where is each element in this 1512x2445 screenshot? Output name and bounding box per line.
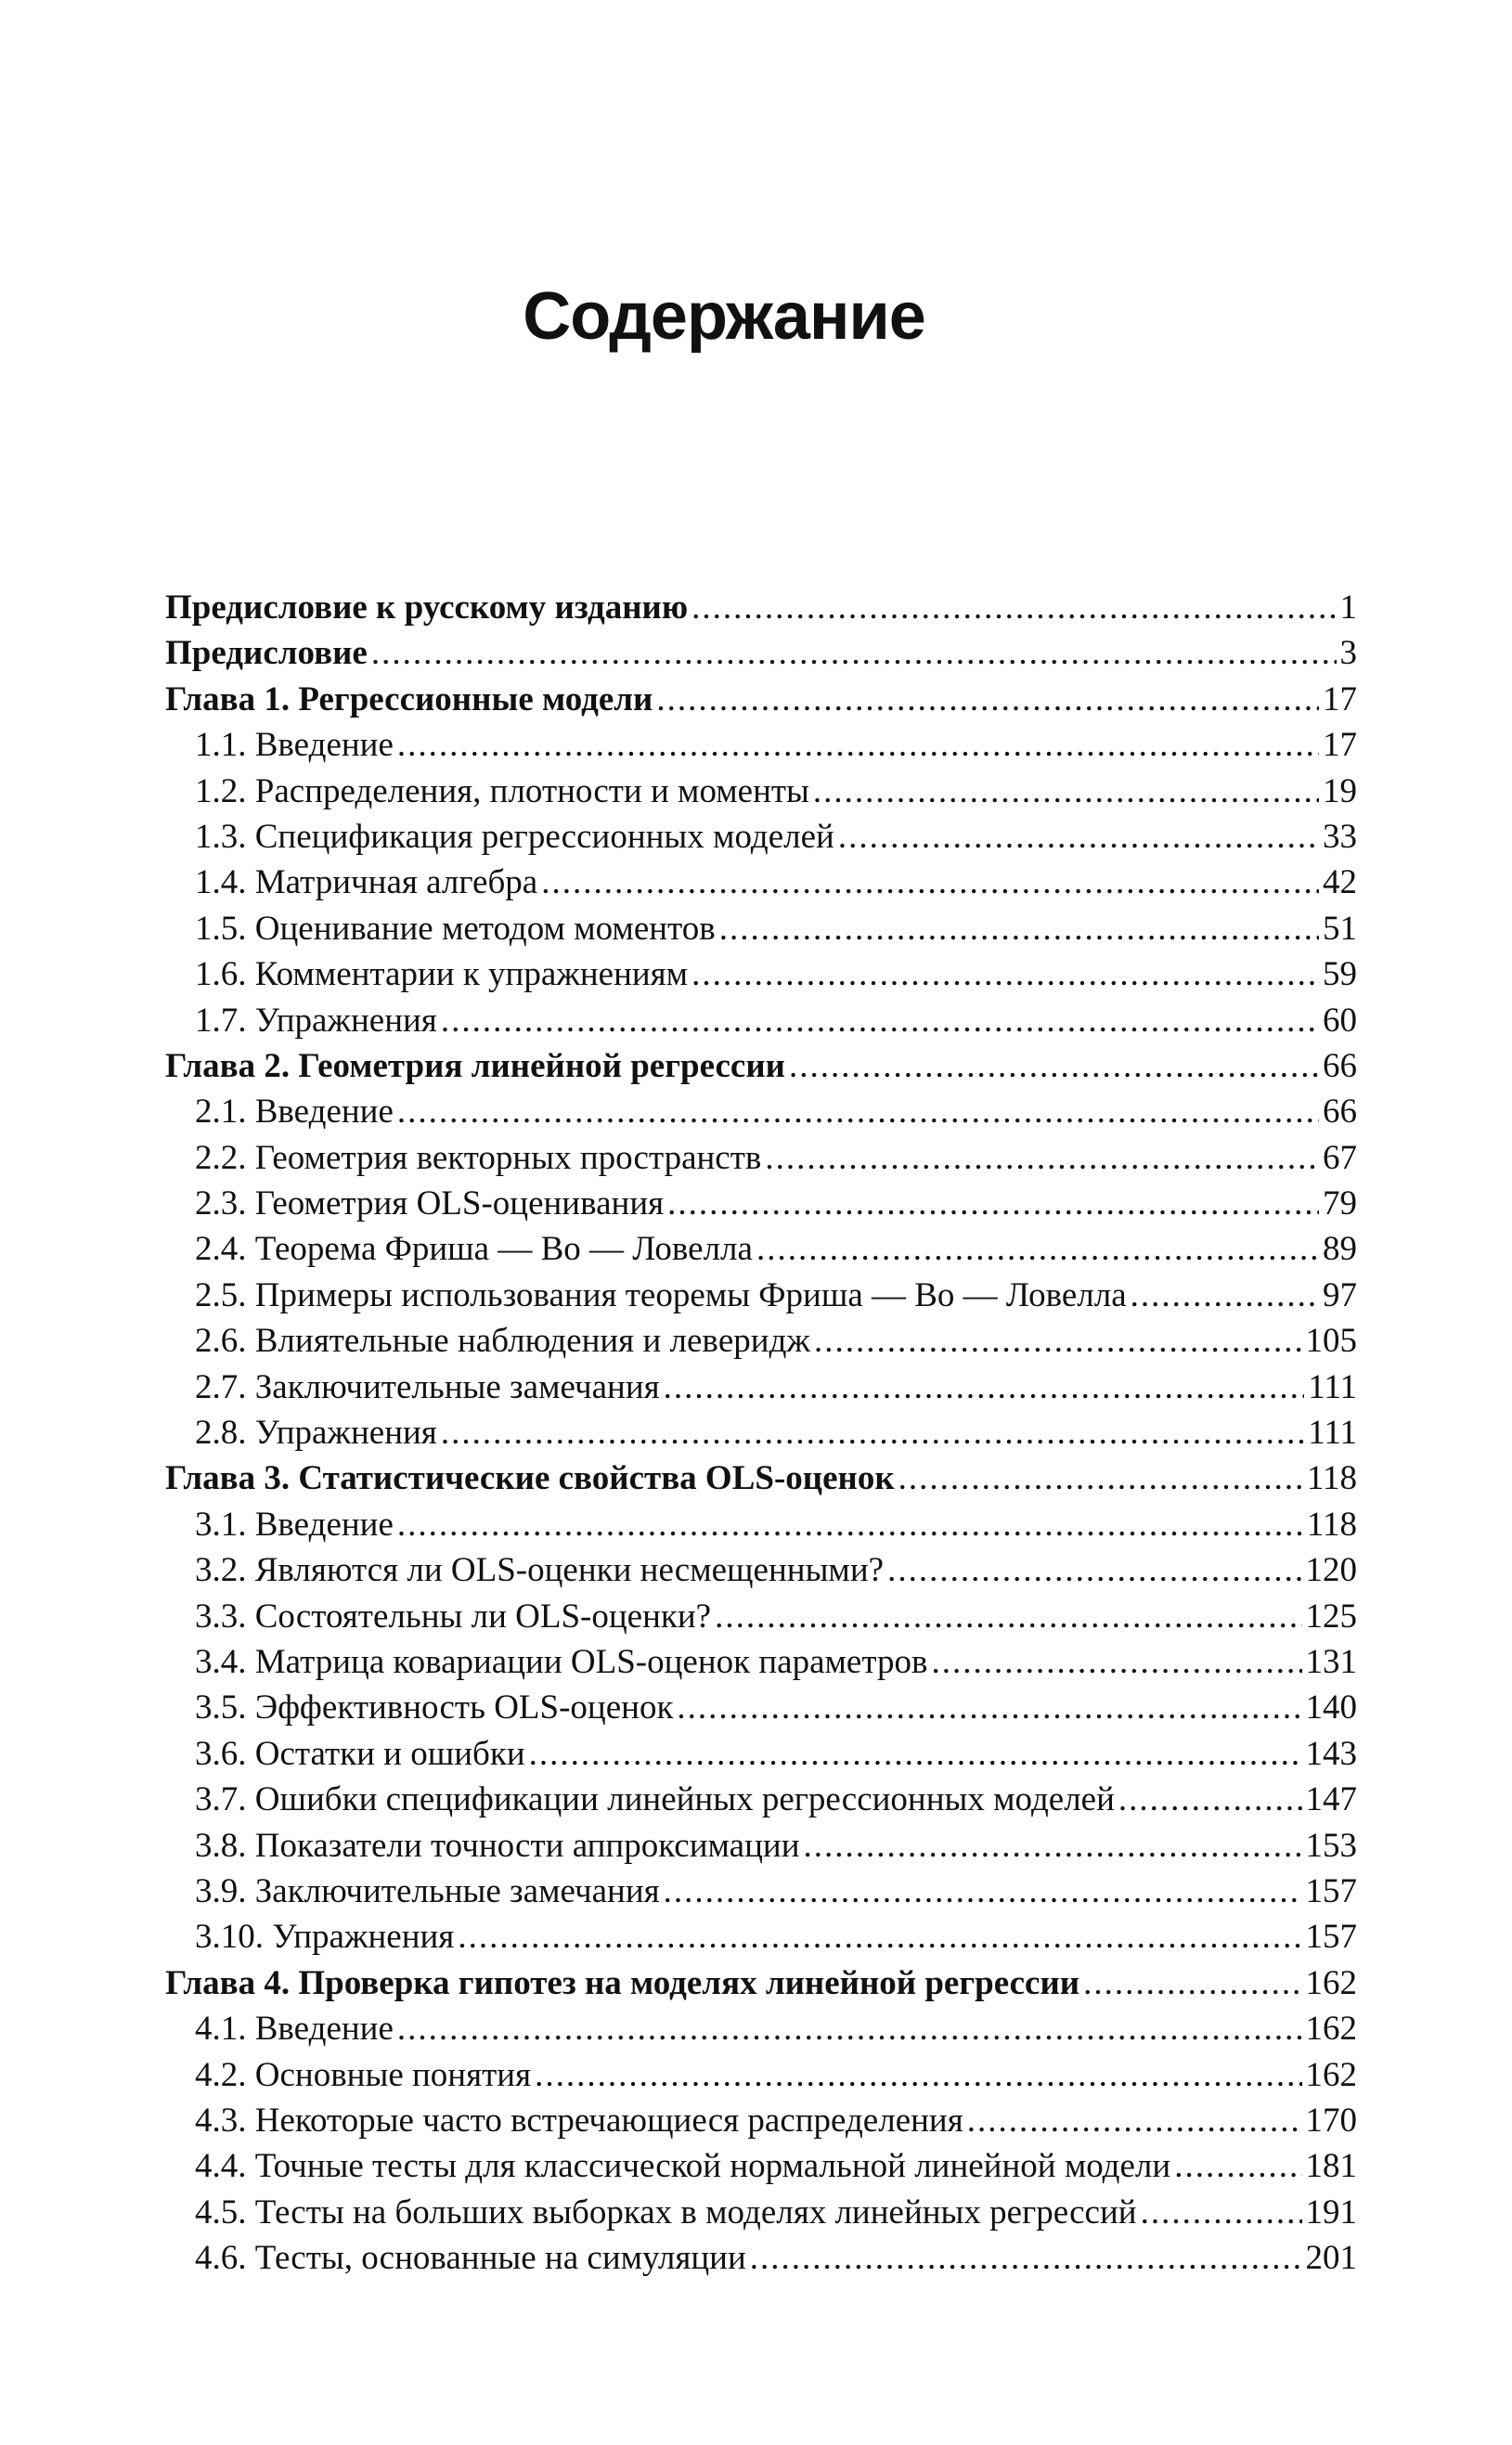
toc-entry-label: 4.6. Тесты, основанные на симуляции xyxy=(195,2239,746,2278)
toc-entry-label: Глава 3. Статистические свойства OLS-оценок xyxy=(165,1459,895,1498)
toc-section-entry xyxy=(165,1135,1357,1181)
toc-entry-label: 2.5. Примеры использования теоремы Фриша — Во — Ловелла xyxy=(195,1275,1127,1314)
dot-leader xyxy=(397,1089,1319,1134)
toc-page-number: 60 xyxy=(1323,1001,1357,1040)
toc-chapter-entry xyxy=(165,585,1357,630)
toc-chapter-entry xyxy=(165,1043,1357,1089)
toc-page-number: 3 xyxy=(1339,634,1357,673)
toc-entry-label: 2.4. Теорема Фриша — Во — Ловелла xyxy=(195,1230,753,1269)
toc-entry-label: 1.3. Спецификация регрессионных моделей xyxy=(195,817,834,856)
toc-section-entry xyxy=(165,1685,1357,1730)
toc-page-number: 89 xyxy=(1323,1230,1357,1269)
toc-section-entry xyxy=(165,1547,1357,1593)
toc-page-number: 118 xyxy=(1306,1505,1357,1544)
dot-leader xyxy=(691,951,1319,997)
toc-entry-label: 1.7. Упражнения xyxy=(195,1001,437,1040)
dot-leader xyxy=(789,1043,1319,1089)
toc-section-entry xyxy=(165,1226,1357,1272)
dot-leader xyxy=(838,814,1319,860)
toc-section-entry xyxy=(165,1823,1357,1869)
toc-entry-label: 3.7. Ошибки спецификации линейных регрессионных моделей xyxy=(195,1780,1115,1819)
toc-page-number: 66 xyxy=(1323,1093,1357,1132)
toc-page-number: 17 xyxy=(1323,679,1357,718)
toc-page-number: 1 xyxy=(1339,589,1357,627)
dot-leader xyxy=(691,585,1336,630)
toc-entry-label: 1.6. Комментарии к упражнениям xyxy=(195,955,689,994)
dot-leader xyxy=(1083,1960,1301,2006)
toc-page-number: 131 xyxy=(1305,1642,1357,1681)
toc-section-entry xyxy=(165,2098,1357,2143)
toc-section-entry xyxy=(165,860,1357,905)
toc-section-entry xyxy=(165,2235,1357,2281)
toc-section-entry xyxy=(165,1502,1357,1547)
toc-section-entry xyxy=(165,1181,1357,1226)
toc-page-number: 147 xyxy=(1305,1780,1357,1819)
dot-leader xyxy=(397,722,1319,768)
toc-section-entry xyxy=(165,814,1357,860)
toc-page-number: 17 xyxy=(1323,726,1357,765)
toc-chapter-entry xyxy=(165,1455,1357,1501)
toc-page-number: 170 xyxy=(1305,2101,1357,2140)
toc-entry-label: 2.8. Упражнения xyxy=(195,1414,437,1453)
toc-page-number: 111 xyxy=(1308,1367,1357,1406)
toc-page-number: 191 xyxy=(1305,2193,1357,2232)
toc-section-entry xyxy=(165,1273,1357,1318)
toc-section-entry xyxy=(165,1914,1357,1960)
toc-page-number: 66 xyxy=(1323,1046,1357,1085)
dot-leader xyxy=(1118,1777,1302,1822)
toc-entry-label: 2.3. Геометрия OLS-оценивания xyxy=(195,1184,665,1223)
dot-leader xyxy=(667,1181,1319,1226)
dot-leader xyxy=(719,906,1319,951)
toc-page-number: 201 xyxy=(1305,2239,1357,2278)
toc-section-entry xyxy=(165,2052,1357,2098)
toc-page-number: 125 xyxy=(1305,1597,1357,1636)
toc-section-entry xyxy=(165,1365,1357,1410)
dot-leader xyxy=(441,998,1319,1043)
toc-section-entry xyxy=(165,2190,1357,2235)
toc-entry-label: Глава 2. Геометрия линейной регрессии xyxy=(165,1046,785,1085)
toc-entry-label: 3.3. Состоятельны ли OLS-оценки? xyxy=(195,1597,712,1636)
toc-page-number: 51 xyxy=(1323,909,1357,948)
toc-entry-label: 3.2. Являются ли OLS-оценки несмещенными? xyxy=(195,1551,885,1590)
dot-leader xyxy=(750,2235,1302,2281)
dot-leader xyxy=(458,1914,1301,1960)
toc-section-entry xyxy=(165,769,1357,814)
dot-leader xyxy=(898,1455,1303,1501)
toc-section-entry xyxy=(165,906,1357,951)
toc-entry-label: Предисловие к русскому изданию xyxy=(165,589,689,627)
toc-page-number: 111 xyxy=(1308,1414,1357,1453)
toc-section-entry xyxy=(165,1639,1357,1685)
toc-entry-label: 3.10. Упражнения xyxy=(195,1918,455,1957)
toc-page-number: 105 xyxy=(1305,1322,1357,1361)
toc-page-number: 118 xyxy=(1306,1459,1357,1498)
toc-entry-label: 3.9. Заключительные замечания xyxy=(195,1871,660,1910)
dot-leader xyxy=(931,1639,1301,1685)
dot-leader xyxy=(397,2006,1302,2051)
toc-page-number: 120 xyxy=(1305,1551,1357,1590)
toc-entry-label: 3.8. Показатели точности аппроксимации xyxy=(195,1826,800,1865)
toc-entry-label: 3.4. Матрица ковариации OLS-оценок параметров xyxy=(195,1642,928,1681)
toc-page-number: 97 xyxy=(1323,1275,1357,1314)
toc-page-number: 157 xyxy=(1305,1918,1357,1957)
dot-leader xyxy=(765,1135,1319,1181)
toc-section-entry xyxy=(165,722,1357,768)
toc-page-number: 67 xyxy=(1323,1138,1357,1177)
table-of-contents xyxy=(165,585,1357,2281)
toc-entry-label: Глава 1. Регрессионные модели xyxy=(165,679,653,718)
toc-entry-label: 2.2. Геометрия векторных пространств xyxy=(195,1138,762,1177)
dot-leader xyxy=(887,1547,1301,1593)
toc-entry-label: 1.2. Распределения, плотности и моменты xyxy=(195,771,809,810)
dot-leader xyxy=(535,2052,1301,2098)
toc-chapter-entry xyxy=(165,630,1357,676)
dot-leader xyxy=(756,1226,1319,1272)
dot-leader xyxy=(1131,1273,1319,1318)
toc-page-number: 162 xyxy=(1305,2010,1357,2049)
toc-page-number: 143 xyxy=(1305,1734,1357,1773)
dot-leader xyxy=(441,1410,1304,1455)
toc-section-entry xyxy=(165,1318,1357,1364)
toc-section-entry xyxy=(165,1869,1357,1914)
toc-entry-label: Предисловие xyxy=(165,634,368,673)
dot-leader xyxy=(371,630,1337,676)
toc-entry-label: 4.4. Точные тесты для классической нормальной линейной модели xyxy=(195,2147,1171,2186)
dot-leader xyxy=(1141,2190,1302,2235)
toc-entry-label: 1.1. Введение xyxy=(195,726,394,765)
toc-entry-label: 3.6. Остатки и ошибки xyxy=(195,1734,525,1773)
dot-leader xyxy=(664,1365,1305,1410)
toc-entry-label: 4.5. Тесты на больших выборках в моделях линейных регрессий xyxy=(195,2193,1137,2232)
dot-leader xyxy=(1174,2143,1301,2189)
toc-section-entry xyxy=(165,2006,1357,2051)
toc-page-number: 42 xyxy=(1323,863,1357,902)
toc-section-entry xyxy=(165,998,1357,1043)
dot-leader xyxy=(529,1731,1302,1777)
toc-section-entry xyxy=(165,2143,1357,2189)
toc-section-entry xyxy=(165,1731,1357,1777)
dot-leader xyxy=(715,1594,1301,1639)
dot-leader xyxy=(813,769,1319,814)
dot-leader xyxy=(541,860,1319,905)
toc-entry-label: 1.5. Оценивание методом моментов xyxy=(195,909,716,948)
page-title: Содержание xyxy=(523,279,925,354)
toc-page-number: 140 xyxy=(1305,1688,1357,1727)
toc-page-number: 153 xyxy=(1305,1826,1357,1865)
toc-entry-label: 3.5. Эффективность OLS-оценок xyxy=(195,1688,674,1727)
toc-entry-label: Глава 4. Проверка гипотез на моделях линейной регрессии xyxy=(165,1963,1080,2002)
toc-entry-label: 1.4. Матричная алгебра xyxy=(195,863,538,902)
toc-section-entry xyxy=(165,1594,1357,1639)
dot-leader xyxy=(397,1502,1303,1547)
toc-page-number: 79 xyxy=(1323,1184,1357,1223)
toc-section-entry xyxy=(165,951,1357,997)
toc-section-entry xyxy=(165,1777,1357,1822)
toc-entry-label: 4.2. Основные понятия xyxy=(195,2055,532,2094)
toc-entry-label: 2.1. Введение xyxy=(195,1093,394,1132)
toc-page-number: 162 xyxy=(1305,2055,1357,2094)
toc-entry-label: 4.3. Некоторые часто встречающиеся распределения xyxy=(195,2101,963,2140)
toc-chapter-entry xyxy=(165,1960,1357,2006)
dot-leader xyxy=(814,1318,1302,1364)
toc-page-number: 19 xyxy=(1323,771,1357,810)
dot-leader xyxy=(967,2098,1302,2143)
toc-page-number: 157 xyxy=(1305,1871,1357,1910)
dot-leader xyxy=(677,1685,1301,1730)
dot-leader xyxy=(656,677,1319,722)
toc-page-number: 59 xyxy=(1323,955,1357,994)
toc-page-number: 162 xyxy=(1305,1963,1357,2002)
toc-page-number: 181 xyxy=(1305,2147,1357,2186)
dot-leader xyxy=(804,1823,1302,1869)
toc-entry-label: 3.1. Введение xyxy=(195,1505,394,1544)
toc-chapter-entry xyxy=(165,677,1357,722)
dot-leader xyxy=(664,1869,1302,1914)
toc-section-entry xyxy=(165,1410,1357,1455)
toc-entry-label: 4.1. Введение xyxy=(195,2010,394,2049)
toc-entry-label: 2.7. Заключительные замечания xyxy=(195,1367,660,1406)
toc-entry-label: 2.6. Влиятельные наблюдения и левeридж xyxy=(195,1322,810,1361)
toc-page-number: 33 xyxy=(1323,817,1357,856)
toc-section-entry xyxy=(165,1089,1357,1134)
